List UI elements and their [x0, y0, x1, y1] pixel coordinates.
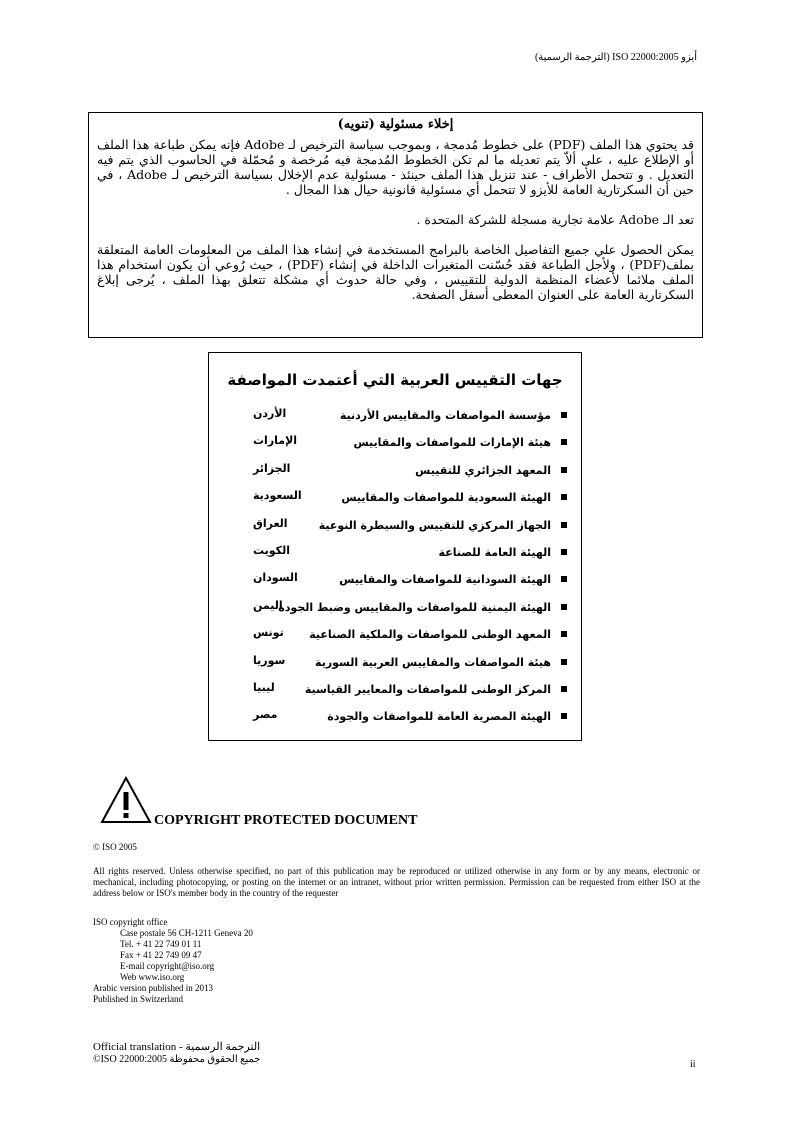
- square-bullet-icon: [561, 467, 567, 473]
- square-bullet-icon: [561, 713, 567, 719]
- standards-bodies-title: جهات التقييس العربية التي أعتمدت المواصفة: [227, 371, 563, 389]
- published-note: Published in Switzerland: [93, 994, 183, 1004]
- list-item: [209, 680, 581, 710]
- square-bullet-icon: [561, 412, 567, 418]
- country-name: الأردن: [253, 407, 287, 420]
- square-bullet-icon: [561, 549, 567, 555]
- square-bullet-icon: [561, 494, 567, 500]
- list-item: [209, 628, 581, 655]
- list-item: [209, 598, 581, 628]
- organization-name: الهيئة المصرية العامة للمواصفات والجودة: [327, 710, 551, 724]
- list-item: [209, 461, 581, 491]
- country-name: السودان: [253, 571, 298, 585]
- list-item: [209, 573, 581, 600]
- copyright-title: COPYRIGHT PROTECTED DOCUMENT: [154, 813, 418, 828]
- disclaimer-box: [88, 112, 703, 338]
- copyright-year: © ISO 2005: [93, 842, 137, 852]
- organization-name: المعهد الوطنى للمواصفات والملكية الصناعية: [309, 628, 551, 642]
- organization-name: الهيئة السودانية للمواصفات والمقاييس: [339, 573, 551, 587]
- footer-translation-label: Official translation - الترجمة الرسمية: [93, 1041, 261, 1053]
- organization-name: المركز الوطنى للمواصفات والمعايير القياسية: [304, 682, 551, 696]
- standards-bodies-list: [209, 409, 581, 738]
- square-bullet-icon: [561, 631, 567, 637]
- organization-name: مؤسسة المواصفات والمقاييس الأردنية: [339, 409, 551, 422]
- office-tel: Tel. + 41 22 749 01 11: [120, 939, 202, 949]
- office-fax: Fax + 41 22 749 09 47: [120, 950, 202, 960]
- running-header: أيزو 22000:2005 ISO (الترجمة الرسمية): [534, 52, 697, 63]
- list-item: [209, 436, 581, 463]
- disclaimer-paragraph-1: قد يحتوي هذا الملف (PDF) على خطوط مُدمجة ، وبموجب سياسة الترخيص لـ Adobe فإنه يمكن طباعة هذا الملف أو الإطلاع عليه ، على ألاّ يتم تعديله ما لم تكن الخطوط المُدمجة فيه مُرخصة و مُحمّلة في الحاسوب الذي يتم فيه التعديل . و تتحمل الأطراف - عند تنزيل هذا الملف حينئذ - مسئولية عدم الإخلال بسياسة الترخيص لـ Adobe ، في حين أن السكرتارية العامة للأيزو لا تتحمل أي مسئولية قانونية حيال هذا المجال .: [97, 137, 694, 197]
- copyright-office-block: [93, 917, 253, 1005]
- arabic-version-note: Arabic version published in 2013: [93, 983, 213, 993]
- country-name: سوريا: [253, 653, 286, 667]
- organization-name: الهيئة العامة للصناعة: [438, 545, 551, 559]
- country-name: اليمن: [253, 598, 283, 612]
- list-item: [209, 516, 581, 546]
- country-name: تونس: [253, 626, 284, 640]
- square-bullet-icon: [561, 576, 567, 582]
- country-name: مصر: [253, 708, 278, 722]
- office-name: ISO copyright office: [93, 917, 168, 927]
- square-bullet-icon: [561, 522, 567, 528]
- disclaimer-paragraph-2: تعد الـ Adobe علامة تجارية مسجلة للشركة المتحدة .: [416, 212, 694, 227]
- list-item: [209, 543, 581, 573]
- disclaimer-paragraph-3: يمكن الحصول علي جميع التفاصيل الخاصة بالبرامج المستخدمة في إنشاء هذا الملف من المعلومات العامة المتعلقة بملف(PDF) ، ولأجل الطباعة فقد حُسّنت المتغيرات الداخلة في إنشاء (PDF) ، حيث رُوعي أن يكون استخدام هذا الملف ملائما لأعضاء المنظمة الدولية للتقييس ، وفي حالة حدوث أي مشكلة تتعلق بهذا الملف ، يُرجى إبلاغ السكرتارية العامة على العنوان المعطى أسفل الصفحة.: [97, 242, 695, 302]
- square-bullet-icon: [561, 659, 567, 665]
- list-item: [209, 491, 581, 518]
- square-bullet-icon: [561, 439, 567, 445]
- country-name: الإمارات: [253, 434, 298, 448]
- organization-name: هيئة المواصفات والمقاييس العربية السورية: [315, 655, 551, 669]
- page-number: ii: [690, 1059, 696, 1070]
- country-name: الجزائر: [253, 461, 291, 475]
- office-address: Case postale 56 CH-1211 Geneva 20: [120, 928, 253, 938]
- square-bullet-icon: [561, 604, 567, 610]
- country-name: الكويت: [253, 543, 290, 557]
- standards-bodies-box: [208, 352, 582, 741]
- office-email: E-mail copyright@iso.org: [120, 961, 215, 971]
- warning-icon: [100, 776, 152, 824]
- organization-name: المعهد الجزائري للتقييس: [415, 463, 551, 477]
- list-item: [209, 409, 581, 436]
- country-name: العراق: [253, 516, 288, 530]
- square-bullet-icon: [561, 686, 567, 692]
- organization-name: الهيئة السعودية للمواصفات والمقاييس: [341, 491, 551, 505]
- disclaimer-title: إخلاء مسئولية (تنويه): [337, 117, 454, 132]
- country-name: السعودية: [253, 489, 302, 503]
- organization-name: الجهاز المركزي للتقييس والسيطرة النوعية: [318, 518, 551, 532]
- rights-statement: All rights reserved. Unless otherwise specified, no part of this publication may be reproduced or utilized otherwise in any form or by any means, electronic or mechanical, including photocopying, or posting on the internet or an intranet, without prior written permission. Permission can be requested from either ISO at the address below or ISO's member body in the country of the requester: [93, 866, 700, 898]
- list-item: [209, 710, 581, 737]
- organization-name: الهيئة اليمنية للمواصفات والمقاييس وضبط الجودة: [278, 600, 551, 614]
- country-name: ليبيا: [253, 680, 275, 694]
- footer-copyright: ©ISO 22000:2005 جميع الحقوق محفوظة: [93, 1054, 261, 1065]
- office-web: Web www.iso.org: [120, 972, 185, 982]
- organization-name: هيئة الإمارات للمواصفات والمقاييس: [353, 436, 551, 450]
- list-item: [209, 653, 581, 683]
